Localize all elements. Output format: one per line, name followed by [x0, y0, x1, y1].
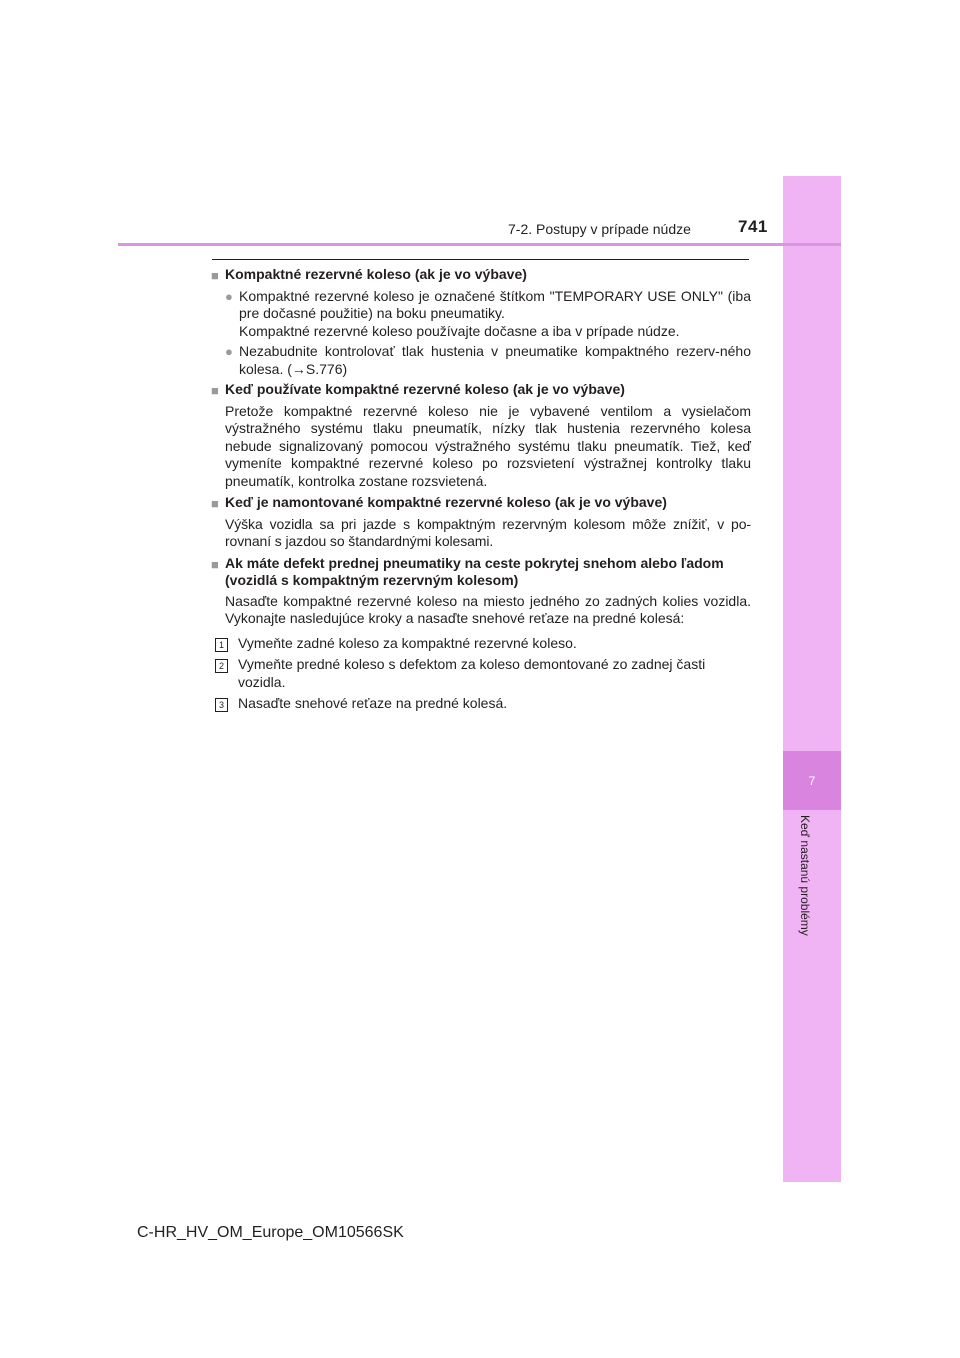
- step-number-badge: 3: [215, 698, 228, 712]
- header-section-title: 7-2. Postupy v prípade núdze: [508, 221, 691, 237]
- section-heading: [211, 555, 751, 590]
- header-divider: [118, 243, 841, 246]
- circle-bullet-icon: ●: [225, 344, 233, 359]
- chapter-sidebar: [783, 176, 841, 1182]
- section-heading: [211, 381, 751, 400]
- section-title: Keď je namontované kompaktné rezervné koleso (ak je vo výbave): [225, 494, 667, 510]
- section-title: Keď používate kompaktné rezervné koleso (ak je vo výbave): [225, 381, 625, 397]
- content-divider: [212, 259, 749, 260]
- list-item: [225, 343, 751, 378]
- step-number-badge: 1: [215, 638, 228, 652]
- footer-doc-code: C-HR_HV_OM_Europe_OM10566SK: [137, 1224, 404, 1241]
- bullet-text: Kompaktné rezervné koleso je označené štítkom "TEMPORARY USE ONLY" (iba pre dočasné použitie) na boku pneumatiky.: [239, 287, 751, 321]
- section-title: Ak máte defekt prednej pneumatiky na ceste pokrytej snehom alebo ľadom (vozidlá s kompaktným rezervným kolesom): [225, 554, 724, 588]
- chapter-title: Keď nastanú problémy: [798, 815, 812, 936]
- step-number-badge: 2: [215, 659, 228, 673]
- section-paragraph: Pretože kompaktné rezervné koleso nie je vybavené ventilom a vysielačom výstražného systému tlaku pneumatík, nízky tlak hustenia rezervného kolesa nebude signalizovaný pomocou výstražného systému tlaku pneumatík. Tiež, keď vymeníte kompaktné rezervné koleso po rozsvietení výstražnej kontrolky tlaku pneumatík, kontrolka zostane rozsvietená.: [225, 402, 751, 489]
- chapter-tab[interactable]: [783, 751, 841, 810]
- step-text: Nasaďte snehové reťaze na predné kolesá.: [238, 695, 508, 711]
- step-text: Vymeňte zadné koleso za kompaktné rezervné koleso.: [238, 634, 577, 651]
- step-item: [215, 695, 751, 713]
- section-paragraph: Nasaďte kompaktné rezervné koleso na miesto jedného zo zadných kolies vozidla. Vykonajte nasledujúce kroky a nasaďte snehové reťaze na predné kolesá:: [225, 592, 751, 626]
- square-bullet-icon: ■: [211, 383, 219, 398]
- page-number: 741: [738, 217, 768, 236]
- step-item: [215, 656, 751, 691]
- step-item: [215, 635, 751, 653]
- square-bullet-icon: ■: [211, 556, 219, 572]
- section-heading: [211, 494, 751, 513]
- section-paragraph: Výška vozidla sa pri jazde s kompaktným rezervným kolesom môže znížiť, v po-rovnaní s jazdou so štandardnými kolesami.: [225, 515, 751, 549]
- square-bullet-icon: ■: [211, 496, 219, 511]
- page-content: [211, 266, 751, 717]
- bullet-text-continued: Kompaktné rezervné koleso používajte dočasne a iba v prípade núdze.: [239, 322, 680, 339]
- list-item: [225, 288, 751, 341]
- step-text: Vymeňte predné koleso s defektom za koleso demontované zo zadnej časti vozidla.: [238, 656, 706, 690]
- section-heading: [211, 266, 751, 285]
- bullet-text: Nezabudnite kontrolovať tlak hustenia v pneumatike kompaktného rezerv-ného kolesa. (→S.776): [239, 343, 751, 377]
- section-title: Kompaktné rezervné koleso (ak je vo výbave): [225, 266, 527, 282]
- circle-bullet-icon: ●: [225, 288, 233, 304]
- chapter-number: 7: [808, 773, 816, 788]
- square-bullet-icon: ■: [211, 268, 219, 283]
